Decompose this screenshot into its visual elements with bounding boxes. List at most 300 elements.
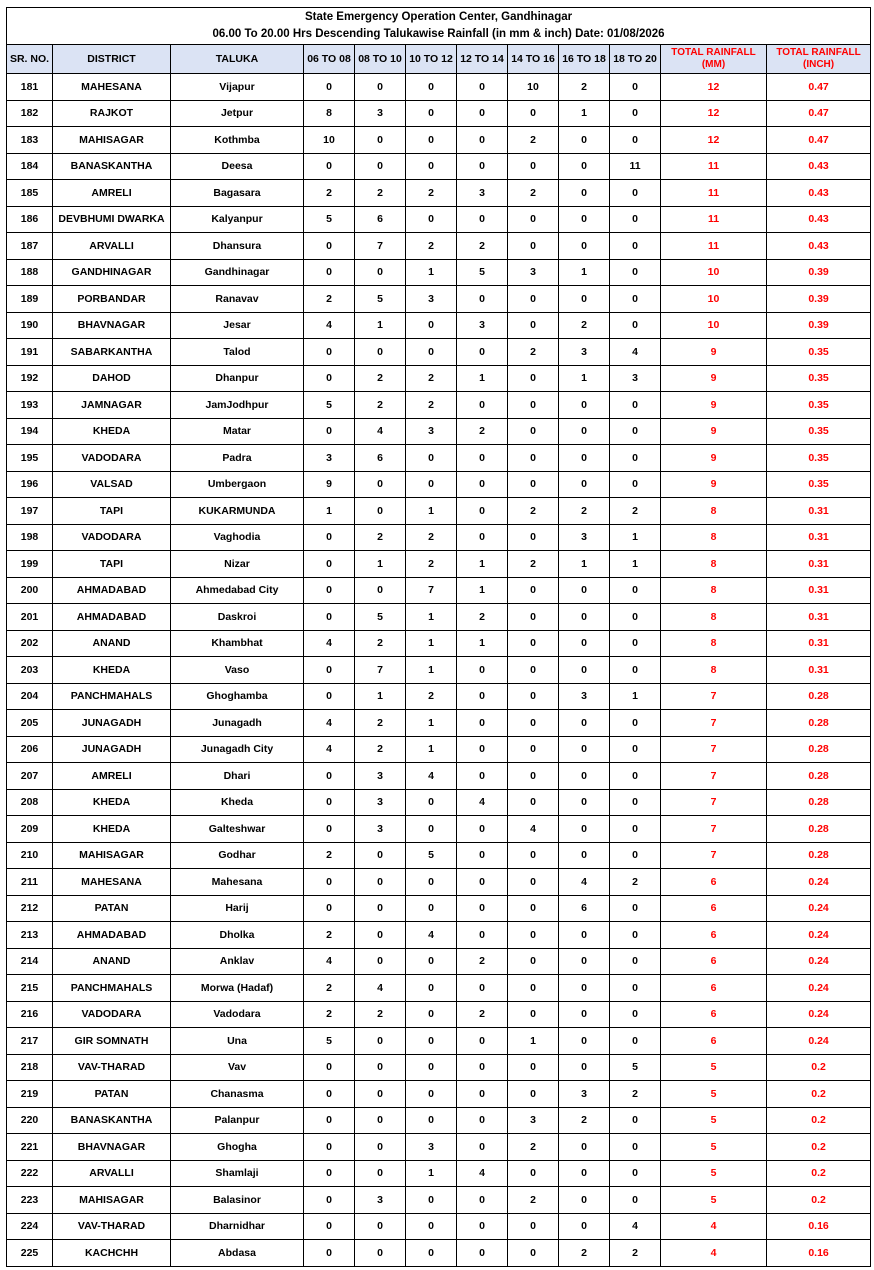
rain-18-20-cell: 0 — [610, 975, 661, 1002]
rain-06-08-cell: 0 — [304, 683, 355, 710]
col-header-district: DISTRICT — [53, 45, 171, 74]
table-row — [7, 763, 871, 790]
rain-12-14-cell: 0 — [457, 922, 508, 949]
sr-no-cell: 200 — [7, 577, 53, 604]
taluka-cell: Chanasma — [171, 1081, 304, 1108]
rain-14-16-cell: 0 — [508, 233, 559, 260]
table-row — [7, 339, 871, 366]
rain-16-18-cell: 0 — [559, 286, 610, 313]
rain-08-10-cell: 0 — [355, 74, 406, 101]
rain-14-16-cell: 2 — [508, 1187, 559, 1214]
rain-06-08-cell: 2 — [304, 286, 355, 313]
total-mm-cell: 6 — [661, 895, 767, 922]
taluka-cell: Khambhat — [171, 630, 304, 657]
rain-12-14-cell: 0 — [457, 127, 508, 154]
rain-14-16-cell: 2 — [508, 551, 559, 578]
sr-no-cell: 209 — [7, 816, 53, 843]
district-cell: PANCHMAHALS — [53, 683, 171, 710]
total-inch-cell: 0.39 — [767, 259, 871, 286]
rain-06-08-cell: 0 — [304, 869, 355, 896]
taluka-cell: Dhanpur — [171, 365, 304, 392]
rain-10-12-cell: 2 — [406, 233, 457, 260]
total-mm-cell: 7 — [661, 683, 767, 710]
total-inch-cell: 0.2 — [767, 1160, 871, 1187]
sr-no-cell: 217 — [7, 1028, 53, 1055]
rain-14-16-cell: 0 — [508, 869, 559, 896]
district-cell: AHMADABAD — [53, 922, 171, 949]
rain-06-08-cell: 2 — [304, 180, 355, 207]
taluka-cell: Kheda — [171, 789, 304, 816]
total-mm-cell: 10 — [661, 259, 767, 286]
total-inch-cell: 0.2 — [767, 1134, 871, 1161]
total-mm-cell: 5 — [661, 1054, 767, 1081]
total-mm-cell: 9 — [661, 471, 767, 498]
rain-18-20-cell: 0 — [610, 471, 661, 498]
rain-08-10-cell: 0 — [355, 842, 406, 869]
district-cell: ANAND — [53, 948, 171, 975]
total-inch-cell: 0.2 — [767, 1107, 871, 1134]
taluka-cell: Junagadh — [171, 710, 304, 737]
sr-no-cell: 208 — [7, 789, 53, 816]
rain-08-10-cell: 3 — [355, 100, 406, 127]
rain-06-08-cell: 4 — [304, 312, 355, 339]
taluka-cell: Jetpur — [171, 100, 304, 127]
district-cell: AHMADABAD — [53, 577, 171, 604]
rain-06-08-cell: 0 — [304, 551, 355, 578]
rain-06-08-cell: 1 — [304, 498, 355, 525]
taluka-cell: Dhari — [171, 763, 304, 790]
rain-18-20-cell: 0 — [610, 180, 661, 207]
rain-18-20-cell: 3 — [610, 365, 661, 392]
taluka-cell: Palanpur — [171, 1107, 304, 1134]
col-header-total-inch: TOTAL RAINFALL (INCH) — [767, 45, 871, 74]
total-inch-cell: 0.31 — [767, 551, 871, 578]
col-header-06-08: 06 TO 08 — [304, 45, 355, 74]
rain-12-14-cell: 0 — [457, 736, 508, 763]
sr-no-cell: 201 — [7, 604, 53, 631]
rain-16-18-cell: 0 — [559, 922, 610, 949]
rain-06-08-cell: 4 — [304, 736, 355, 763]
rain-16-18-cell: 0 — [559, 392, 610, 419]
rain-12-14-cell: 0 — [457, 1028, 508, 1055]
rain-18-20-cell: 1 — [610, 524, 661, 551]
taluka-cell: Kothmba — [171, 127, 304, 154]
district-cell: TAPI — [53, 551, 171, 578]
total-mm-cell: 6 — [661, 922, 767, 949]
rain-10-12-cell: 0 — [406, 816, 457, 843]
district-cell: MAHESANA — [53, 74, 171, 101]
rain-16-18-cell: 0 — [559, 1213, 610, 1240]
rain-16-18-cell: 0 — [559, 1054, 610, 1081]
rain-12-14-cell: 3 — [457, 312, 508, 339]
total-inch-cell: 0.31 — [767, 604, 871, 631]
total-mm-cell: 6 — [661, 975, 767, 1002]
table-row — [7, 524, 871, 551]
total-mm-cell: 11 — [661, 153, 767, 180]
sr-no-cell: 218 — [7, 1054, 53, 1081]
sr-no-cell: 194 — [7, 418, 53, 445]
rain-18-20-cell: 0 — [610, 127, 661, 154]
rain-10-12-cell: 0 — [406, 206, 457, 233]
rain-14-16-cell: 0 — [508, 948, 559, 975]
rain-08-10-cell: 0 — [355, 153, 406, 180]
rain-16-18-cell: 0 — [559, 1187, 610, 1214]
rain-18-20-cell: 0 — [610, 842, 661, 869]
total-mm-cell: 11 — [661, 233, 767, 260]
taluka-cell: Ahmedabad City — [171, 577, 304, 604]
rain-06-08-cell: 2 — [304, 1001, 355, 1028]
table-row — [7, 259, 871, 286]
rain-08-10-cell: 2 — [355, 630, 406, 657]
total-inch-cell: 0.35 — [767, 365, 871, 392]
rain-18-20-cell: 2 — [610, 1240, 661, 1267]
col-header-14-16: 14 TO 16 — [508, 45, 559, 74]
total-inch-cell: 0.39 — [767, 312, 871, 339]
rain-16-18-cell: 0 — [559, 418, 610, 445]
rain-14-16-cell: 0 — [508, 206, 559, 233]
rain-12-14-cell: 0 — [457, 763, 508, 790]
taluka-cell: Dhansura — [171, 233, 304, 260]
rain-14-16-cell: 0 — [508, 895, 559, 922]
rain-16-18-cell: 0 — [559, 736, 610, 763]
rain-14-16-cell: 0 — [508, 630, 559, 657]
sr-no-cell: 189 — [7, 286, 53, 313]
rain-18-20-cell: 0 — [610, 286, 661, 313]
total-mm-cell: 6 — [661, 1001, 767, 1028]
rain-06-08-cell: 0 — [304, 1213, 355, 1240]
rain-10-12-cell: 4 — [406, 922, 457, 949]
total-mm-cell: 4 — [661, 1213, 767, 1240]
rain-16-18-cell: 2 — [559, 498, 610, 525]
total-inch-cell: 0.16 — [767, 1240, 871, 1267]
rain-08-10-cell: 1 — [355, 312, 406, 339]
rain-10-12-cell: 0 — [406, 74, 457, 101]
total-inch-cell: 0.2 — [767, 1081, 871, 1108]
district-cell: ANAND — [53, 630, 171, 657]
taluka-cell: Vaghodia — [171, 524, 304, 551]
rain-16-18-cell: 1 — [559, 259, 610, 286]
sr-no-cell: 221 — [7, 1134, 53, 1161]
rain-12-14-cell: 0 — [457, 524, 508, 551]
rain-08-10-cell: 6 — [355, 206, 406, 233]
rain-10-12-cell: 0 — [406, 471, 457, 498]
district-cell: PANCHMAHALS — [53, 975, 171, 1002]
taluka-cell: Ghoghamba — [171, 683, 304, 710]
rain-10-12-cell: 0 — [406, 1240, 457, 1267]
table-body — [7, 74, 871, 1267]
table-row — [7, 206, 871, 233]
taluka-cell: Padra — [171, 445, 304, 472]
rain-12-14-cell: 4 — [457, 1160, 508, 1187]
sr-no-cell: 213 — [7, 922, 53, 949]
rain-08-10-cell: 0 — [355, 1054, 406, 1081]
rain-14-16-cell: 0 — [508, 524, 559, 551]
taluka-cell: Ghogha — [171, 1134, 304, 1161]
rain-18-20-cell: 0 — [610, 100, 661, 127]
total-mm-cell: 8 — [661, 657, 767, 684]
rain-06-08-cell: 0 — [304, 816, 355, 843]
sr-no-cell: 203 — [7, 657, 53, 684]
rain-16-18-cell: 0 — [559, 1160, 610, 1187]
rain-06-08-cell: 10 — [304, 127, 355, 154]
total-inch-cell: 0.43 — [767, 180, 871, 207]
col-header-taluka: TALUKA — [171, 45, 304, 74]
rain-16-18-cell: 0 — [559, 842, 610, 869]
district-cell: MAHISAGAR — [53, 127, 171, 154]
table-row — [7, 816, 871, 843]
rain-12-14-cell: 0 — [457, 1213, 508, 1240]
rain-18-20-cell: 0 — [610, 922, 661, 949]
table-row — [7, 153, 871, 180]
total-inch-cell: 0.28 — [767, 683, 871, 710]
rain-06-08-cell: 2 — [304, 842, 355, 869]
sr-no-cell: 182 — [7, 100, 53, 127]
rain-10-12-cell: 0 — [406, 975, 457, 1002]
rain-14-16-cell: 0 — [508, 710, 559, 737]
rain-08-10-cell: 0 — [355, 1081, 406, 1108]
total-mm-cell: 10 — [661, 312, 767, 339]
table-row — [7, 1081, 871, 1108]
rain-18-20-cell: 0 — [610, 206, 661, 233]
rain-16-18-cell: 2 — [559, 312, 610, 339]
taluka-cell: Anklav — [171, 948, 304, 975]
rain-10-12-cell: 1 — [406, 1160, 457, 1187]
rain-08-10-cell: 0 — [355, 1213, 406, 1240]
col-header-08-10: 08 TO 10 — [355, 45, 406, 74]
total-inch-cell: 0.43 — [767, 153, 871, 180]
rain-14-16-cell: 0 — [508, 471, 559, 498]
rain-06-08-cell: 0 — [304, 365, 355, 392]
district-cell: GIR SOMNATH — [53, 1028, 171, 1055]
table-row — [7, 1160, 871, 1187]
rain-10-12-cell: 2 — [406, 524, 457, 551]
total-mm-cell: 7 — [661, 842, 767, 869]
table-row — [7, 683, 871, 710]
total-inch-cell: 0.28 — [767, 710, 871, 737]
rain-12-14-cell: 5 — [457, 259, 508, 286]
total-inch-cell: 0.16 — [767, 1213, 871, 1240]
rain-16-18-cell: 1 — [559, 551, 610, 578]
rain-06-08-cell: 0 — [304, 1134, 355, 1161]
rain-18-20-cell: 0 — [610, 1107, 661, 1134]
rain-08-10-cell: 0 — [355, 259, 406, 286]
sr-no-cell: 219 — [7, 1081, 53, 1108]
rain-10-12-cell: 1 — [406, 710, 457, 737]
table-row — [7, 74, 871, 101]
table-row — [7, 1107, 871, 1134]
rain-10-12-cell: 4 — [406, 763, 457, 790]
total-inch-cell: 0.35 — [767, 392, 871, 419]
table-row — [7, 418, 871, 445]
sr-no-cell: 188 — [7, 259, 53, 286]
col-header-16-18: 16 TO 18 — [559, 45, 610, 74]
rain-18-20-cell: 2 — [610, 869, 661, 896]
rain-10-12-cell: 1 — [406, 630, 457, 657]
total-inch-cell: 0.35 — [767, 339, 871, 366]
total-inch-cell: 0.24 — [767, 1001, 871, 1028]
rain-12-14-cell: 0 — [457, 842, 508, 869]
district-cell: JUNAGADH — [53, 710, 171, 737]
table-row — [7, 471, 871, 498]
table-row — [7, 312, 871, 339]
taluka-cell: Mahesana — [171, 869, 304, 896]
total-inch-cell: 0.24 — [767, 948, 871, 975]
sr-no-cell: 195 — [7, 445, 53, 472]
rain-10-12-cell: 0 — [406, 1028, 457, 1055]
rain-12-14-cell: 2 — [457, 948, 508, 975]
rain-18-20-cell: 1 — [610, 551, 661, 578]
total-inch-cell: 0.24 — [767, 895, 871, 922]
rain-10-12-cell: 0 — [406, 948, 457, 975]
taluka-cell: Kalyanpur — [171, 206, 304, 233]
rain-08-10-cell: 0 — [355, 922, 406, 949]
rain-14-16-cell: 0 — [508, 1054, 559, 1081]
table-row — [7, 710, 871, 737]
total-mm-cell: 4 — [661, 1240, 767, 1267]
sr-no-cell: 223 — [7, 1187, 53, 1214]
rain-06-08-cell: 3 — [304, 445, 355, 472]
taluka-cell: Nizar — [171, 551, 304, 578]
total-mm-cell: 12 — [661, 74, 767, 101]
rain-14-16-cell: 0 — [508, 922, 559, 949]
taluka-cell: Balasinor — [171, 1187, 304, 1214]
total-inch-cell: 0.35 — [767, 418, 871, 445]
report-title-line2: 06.00 To 20.00 Hrs Descending Talukawise Rainfall (in mm & inch) Date: 01/08/2026 — [212, 28, 665, 40]
rain-14-16-cell: 0 — [508, 1001, 559, 1028]
rain-12-14-cell: 1 — [457, 630, 508, 657]
taluka-cell: Dharnidhar — [171, 1213, 304, 1240]
rain-18-20-cell: 0 — [610, 1187, 661, 1214]
rain-12-14-cell: 0 — [457, 100, 508, 127]
rain-06-08-cell: 0 — [304, 895, 355, 922]
rain-06-08-cell: 0 — [304, 604, 355, 631]
sr-no-cell: 210 — [7, 842, 53, 869]
rain-16-18-cell: 6 — [559, 895, 610, 922]
rain-18-20-cell: 0 — [610, 445, 661, 472]
table-row — [7, 948, 871, 975]
rain-16-18-cell: 0 — [559, 816, 610, 843]
table-row — [7, 1240, 871, 1267]
rain-10-12-cell: 1 — [406, 657, 457, 684]
district-cell: GANDHINAGAR — [53, 259, 171, 286]
rain-10-12-cell: 2 — [406, 683, 457, 710]
rain-14-16-cell: 0 — [508, 763, 559, 790]
total-mm-cell: 8 — [661, 551, 767, 578]
total-inch-cell: 0.31 — [767, 630, 871, 657]
table-row — [7, 1134, 871, 1161]
rain-10-12-cell: 0 — [406, 895, 457, 922]
sr-no-cell: 216 — [7, 1001, 53, 1028]
total-mm-cell: 8 — [661, 577, 767, 604]
total-mm-cell: 9 — [661, 418, 767, 445]
taluka-cell: Ranavav — [171, 286, 304, 313]
district-cell: JAMNAGAR — [53, 392, 171, 419]
total-inch-cell: 0.39 — [767, 286, 871, 313]
table-row — [7, 1187, 871, 1214]
rain-16-18-cell: 3 — [559, 524, 610, 551]
rain-10-12-cell: 2 — [406, 365, 457, 392]
sr-no-cell: 205 — [7, 710, 53, 737]
table-row — [7, 445, 871, 472]
rain-08-10-cell: 3 — [355, 789, 406, 816]
district-cell: MAHISAGAR — [53, 1187, 171, 1214]
rain-18-20-cell: 0 — [610, 657, 661, 684]
rain-18-20-cell: 4 — [610, 1213, 661, 1240]
column-header-row — [7, 45, 871, 74]
rain-10-12-cell: 0 — [406, 1001, 457, 1028]
taluka-cell: Gandhinagar — [171, 259, 304, 286]
rain-18-20-cell: 0 — [610, 1028, 661, 1055]
rain-06-08-cell: 0 — [304, 233, 355, 260]
district-cell: VADODARA — [53, 445, 171, 472]
rain-08-10-cell: 0 — [355, 339, 406, 366]
table-row — [7, 180, 871, 207]
rain-18-20-cell: 0 — [610, 736, 661, 763]
rain-12-14-cell: 0 — [457, 975, 508, 1002]
rain-12-14-cell: 0 — [457, 710, 508, 737]
taluka-cell: KUKARMUNDA — [171, 498, 304, 525]
district-cell: AHMADABAD — [53, 604, 171, 631]
total-mm-cell: 5 — [661, 1107, 767, 1134]
rain-10-12-cell: 3 — [406, 1134, 457, 1161]
rain-10-12-cell: 2 — [406, 180, 457, 207]
total-mm-cell: 7 — [661, 816, 767, 843]
table-row — [7, 551, 871, 578]
rain-14-16-cell: 0 — [508, 418, 559, 445]
rain-08-10-cell: 0 — [355, 577, 406, 604]
district-cell: VADODARA — [53, 1001, 171, 1028]
rain-08-10-cell: 3 — [355, 1187, 406, 1214]
col-header-12-14: 12 TO 14 — [457, 45, 508, 74]
rain-16-18-cell: 2 — [559, 1107, 610, 1134]
total-inch-cell: 0.47 — [767, 127, 871, 154]
rain-10-12-cell: 0 — [406, 1107, 457, 1134]
table-row — [7, 869, 871, 896]
taluka-cell: Godhar — [171, 842, 304, 869]
rain-06-08-cell: 4 — [304, 710, 355, 737]
sr-no-cell: 222 — [7, 1160, 53, 1187]
rain-08-10-cell: 0 — [355, 127, 406, 154]
taluka-cell: Jesar — [171, 312, 304, 339]
district-cell: BANASKANTHA — [53, 1107, 171, 1134]
taluka-cell: Talod — [171, 339, 304, 366]
rain-16-18-cell: 0 — [559, 710, 610, 737]
total-mm-cell: 7 — [661, 789, 767, 816]
rain-06-08-cell: 0 — [304, 259, 355, 286]
total-mm-cell: 8 — [661, 604, 767, 631]
sr-no-cell: 225 — [7, 1240, 53, 1267]
taluka-cell: Deesa — [171, 153, 304, 180]
total-inch-cell: 0.28 — [767, 763, 871, 790]
rain-16-18-cell: 0 — [559, 445, 610, 472]
rain-06-08-cell: 0 — [304, 418, 355, 445]
rain-18-20-cell: 11 — [610, 153, 661, 180]
rainfall-table — [6, 7, 871, 1267]
total-inch-cell: 0.31 — [767, 498, 871, 525]
total-inch-cell: 0.35 — [767, 445, 871, 472]
total-inch-cell: 0.31 — [767, 524, 871, 551]
taluka-cell: JamJodhpur — [171, 392, 304, 419]
rain-10-12-cell: 3 — [406, 286, 457, 313]
rain-10-12-cell: 0 — [406, 1081, 457, 1108]
total-mm-cell: 5 — [661, 1081, 767, 1108]
table-row — [7, 100, 871, 127]
district-cell: VAV-THARAD — [53, 1054, 171, 1081]
rain-12-14-cell: 0 — [457, 74, 508, 101]
rain-10-12-cell: 0 — [406, 127, 457, 154]
rain-12-14-cell: 0 — [457, 445, 508, 472]
rain-10-12-cell: 0 — [406, 1054, 457, 1081]
